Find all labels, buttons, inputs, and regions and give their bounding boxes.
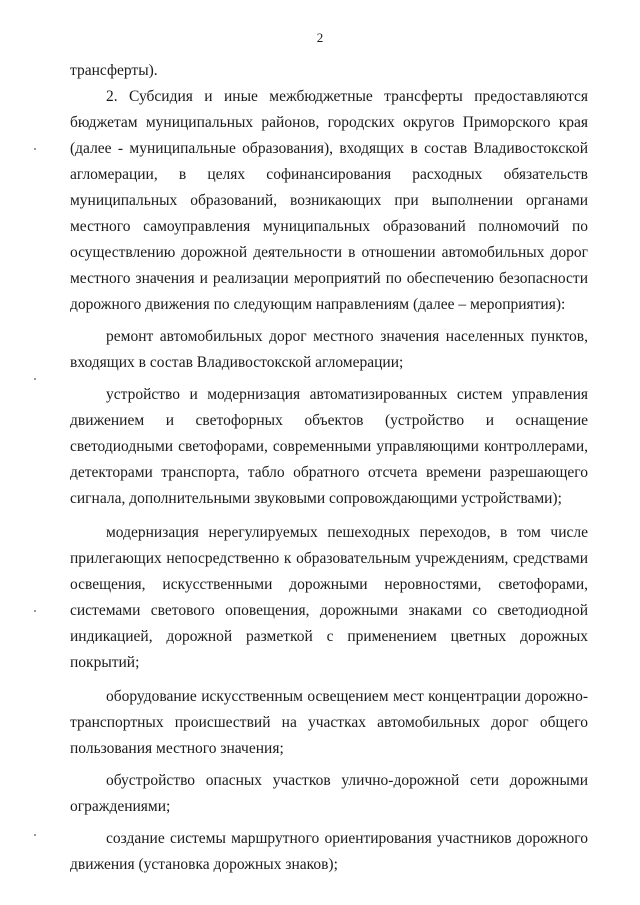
margin-mark xyxy=(34,378,36,380)
margin-mark xyxy=(34,834,36,836)
paragraph-route-orientation: создание системы маршрутного ориентирования участников дорожного движения (установка дорожных знаков); xyxy=(70,830,588,873)
page-number: 2 xyxy=(316,30,324,45)
margin-mark xyxy=(34,148,36,150)
margin-mark xyxy=(34,610,36,612)
paragraph-lighting: оборудование искусственным освещением мест концентрации дорожно-транспортных происшествий на участках автомобильных дорог общего пользования местного значения; xyxy=(70,688,588,757)
document-body xyxy=(70,58,588,878)
paragraph-pedestrian-crossings: модернизация нерегулируемых пешеходных переходов, в том числе прилегающих непосредственно к образовательным учреждениям, средствами освещения, искусственными дорожными неровностями, светофорами, системами светового оповещения, дорожными знаками со светодиодной индикацией, дорожной разметкой с применением цветных дорожных покрытий; xyxy=(70,524,588,671)
paragraph-item-2: 2. Субсидия и иные межбюджетные трансферты предоставляются бюджетам муниципальных районов, городских округов Приморского края (далее - муниципальные образования), входящих в состав Владивостокской агломерации, в целях софинансирования расходных обязательств муниципальных образований, возникающих при выполнении органами местного самоуправления муниципальных образований полномочий по осуществлению дорожной деятельности в отношении автомобильных дорог местного значения и реализации мероприятий по обеспечению безопасности дорожного движения по следующим направлениям (далее – мероприятия): xyxy=(70,88,588,313)
paragraph-traffic-control: устройство и модернизация автоматизированных систем управления движением и светофорных объектов (устройство и оснащение светодиодными светофорами, современными управляющими контроллерами, детекторами транспорта, табло обратного отсчета времени разрешающего сигнала, дополнительными звуковыми сопровождающими устройствами); xyxy=(70,386,588,507)
paragraph-continuation: трансферты). xyxy=(70,62,158,79)
paragraph-road-barriers: обустройство опасных участков улично-дорожной сети дорожными ограждениями; xyxy=(70,772,588,815)
paragraph-road-repair: ремонт автомобильных дорог местного значения населенных пунктов, входящих в состав Владивостокской агломерации; xyxy=(70,328,588,371)
